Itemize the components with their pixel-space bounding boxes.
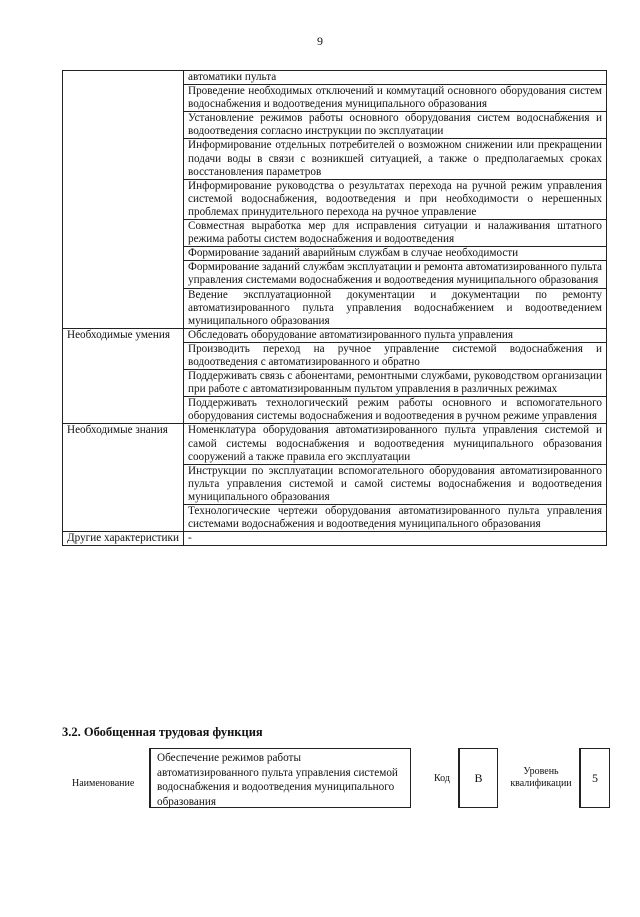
row-label: Необходимые знания — [63, 424, 184, 532]
section-title: 3.2. Обобщенная трудовая функция — [62, 725, 263, 739]
row-item: Проведение необходимых отключений и коммутаций основного оборудования систем водоснабжения и водоотведения муниципального образования — [184, 85, 607, 112]
row-item: Совместная выработка мер для исправления ситуации и налаживания штатного режима работы систем водоснабжения и водоотведения — [184, 220, 607, 247]
row-item: - — [184, 532, 607, 546]
row-item: Информирование руководства о результатах перехода на ручной режим управления системой водоснабжения, водоотведения и при необходимости о нерешенных проблемах принудительного перехода на ручное управление — [184, 179, 607, 219]
row-item: Обследовать оборудование автоматизированного пульта управления — [184, 328, 607, 342]
code-label: Код — [434, 773, 450, 784]
row-item: Инструкции по эксплуатации вспомогательного оборудования автоматизированного пульта управления системой и самой системы водоснабжения и водоотведения муниципального образования — [184, 464, 607, 504]
row-item: Формирование заданий аварийным службам в случае необходимости — [184, 247, 607, 261]
row-label: Другие характеристики — [63, 532, 184, 546]
page-number: 9 — [317, 34, 323, 48]
row-item: Поддерживать технологический режим работы основного и вспомогательного оборудования системы водоснабжения и водоотведения в ручном режиме управления — [184, 397, 607, 424]
row-item: Номенклатура оборудования автоматизированного пульта управления системой и самой системы водоснабжения и водоотведения муниципального образования сооружений а также правила его эксплуатации — [184, 424, 607, 464]
row-label — [63, 71, 184, 329]
labor-functions-table — [62, 70, 607, 546]
row-item: Поддерживать связь с абонентами, ремонтными службами, руководством организации при работе с автоматизированным пультом управления в различных режимах — [184, 370, 607, 397]
name-value-box: Обеспечение режимов работы автоматизированного пульта управления системой водоснабжения и водоотведения муниципального образования — [149, 748, 411, 808]
table-row — [63, 71, 607, 85]
row-item: Технологические чертежи оборудования автоматизированного пульта управления системами водоснабжения и водоотведения муниципального образования — [184, 505, 607, 532]
name-label: Наименование — [72, 778, 135, 789]
qualification-level-label: Уровень квалификации — [510, 766, 572, 789]
row-item: автоматики пульта — [184, 71, 607, 85]
row-label: Необходимые умения — [63, 328, 184, 424]
row-item: Производить переход на ручное управление системой водоснабжения и водоотведения с автоматизированного и обратно — [184, 342, 607, 369]
row-item: Установление режимов работы основного оборудования систем водоснабжения и водоотведения согласно инструкции по эксплуатации — [184, 112, 607, 139]
table-row — [63, 328, 607, 342]
table-row — [63, 532, 607, 546]
row-item: Информирование отдельных потребителей о возможном снижении или прекращении подачи воды в связи с возникшей ситуацией, а также о предполагаемых сроках восстановления параметров — [184, 139, 607, 179]
table-row — [63, 424, 607, 464]
row-item: Ведение эксплуатационной документации и документации по ремонту автоматизированного пульта управления водоснабжением и водоотведением муниципального образования — [184, 288, 607, 328]
qualification-level-box: 5 — [579, 748, 610, 808]
row-item: Формирование заданий службам эксплуатации и ремонта автоматизированного пульта управления системами водоснабжения и водоотведения муниципального образования — [184, 261, 607, 288]
code-value-box: B — [458, 748, 498, 808]
